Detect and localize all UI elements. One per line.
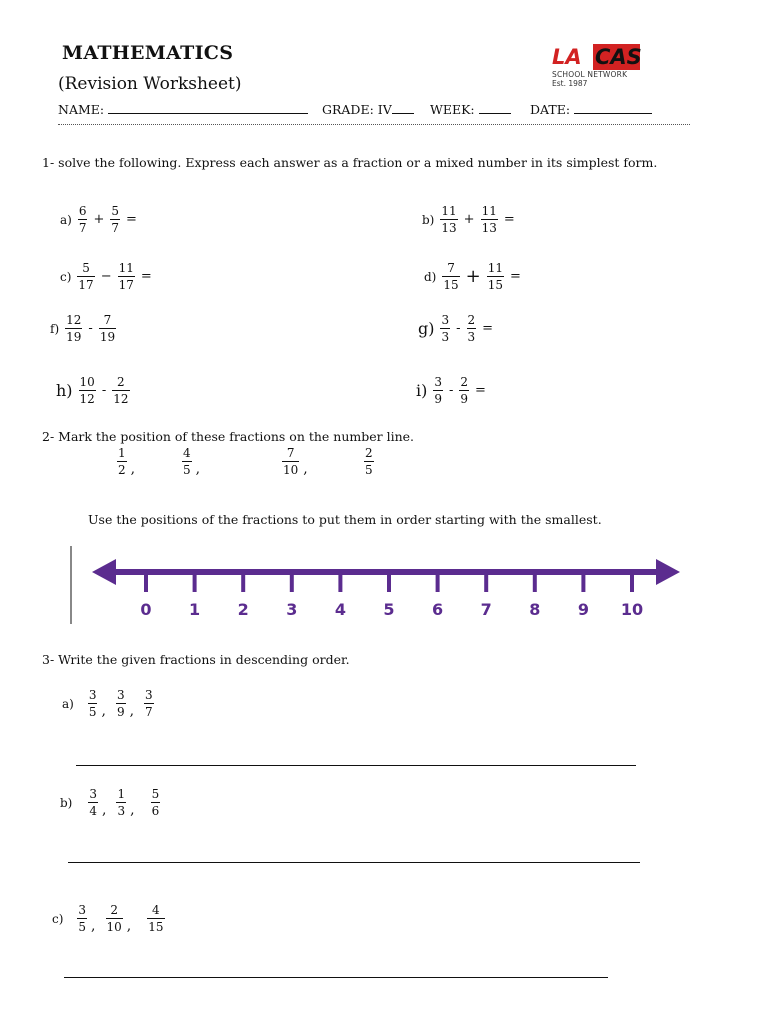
denominator: 9 — [116, 705, 125, 719]
fraction — [118, 261, 135, 292]
fraction — [467, 313, 477, 344]
number-line-tick-label: 8 — [529, 600, 541, 619]
number-line-tick-label: 2 — [237, 600, 249, 619]
q1-item-g — [418, 313, 493, 344]
fraction — [88, 688, 98, 719]
logo-established: Est. 1987 — [552, 79, 588, 88]
numerator: 7 — [103, 313, 112, 327]
q3-set-c — [52, 903, 167, 934]
item-label: c) — [60, 269, 72, 284]
logo-brand-right: CAS — [595, 45, 642, 69]
denominator: 13 — [481, 221, 497, 235]
item-label: g) — [418, 319, 435, 338]
fraction — [99, 313, 116, 344]
q1-item-b — [422, 204, 515, 235]
numerator: 3 — [88, 688, 97, 702]
q1-prompt: 1- solve the following. Express each answer as a fraction or a mixed number in its simplest form. — [42, 155, 658, 170]
comma: , — [102, 802, 107, 818]
numerator: 2 — [365, 446, 373, 460]
denominator: 12 — [113, 392, 129, 406]
denominator: 10 — [283, 463, 299, 477]
denominator: 9 — [460, 392, 469, 406]
denominator: 9 — [434, 392, 442, 406]
grade-label: GRADE: IV — [322, 102, 392, 117]
denominator: 19 — [99, 330, 116, 344]
q1-item-f — [50, 313, 118, 344]
operator: + — [465, 266, 481, 287]
numerator: 3 — [434, 375, 442, 389]
numerator: 3 — [78, 903, 87, 917]
logo-brand-left: LA — [552, 45, 582, 69]
numerator: 1 — [117, 787, 126, 801]
number-line-tick-label: 0 — [140, 600, 152, 619]
equals-sign: = — [510, 269, 521, 284]
denominator: 5 — [183, 463, 191, 477]
item-label: i) — [416, 381, 428, 400]
week-label: WEEK: — [430, 102, 475, 117]
numerator: 2 — [467, 313, 476, 327]
fraction — [364, 446, 374, 477]
school-logo — [550, 44, 642, 88]
fraction — [78, 204, 88, 235]
fraction — [433, 375, 443, 406]
q2-fraction-4 — [362, 446, 376, 477]
number-line-tick-label: 5 — [383, 600, 395, 619]
numerator: 5 — [151, 787, 160, 801]
numerator: 3 — [441, 313, 450, 327]
comma: , — [303, 461, 308, 477]
answer-line-a[interactable] — [76, 765, 636, 766]
denominator: 6 — [151, 804, 160, 818]
equals-sign: = — [126, 212, 137, 227]
grade-blank[interactable] — [392, 101, 414, 114]
equals-sign: = — [475, 383, 486, 398]
numerator: 2 — [460, 375, 469, 389]
q2-fraction-2 — [180, 446, 204, 477]
fraction — [442, 261, 459, 292]
comma: , — [126, 918, 132, 934]
comma: , — [195, 461, 201, 477]
fraction — [151, 787, 161, 818]
q2-prompt: 2- Mark the position of these fractions on the number line. — [42, 429, 415, 444]
fraction — [487, 261, 504, 292]
fraction — [79, 375, 96, 406]
week-blank[interactable] — [479, 101, 511, 114]
fraction — [112, 375, 129, 406]
number-line-tick-label: 6 — [432, 600, 444, 619]
equals-sign: = — [482, 321, 494, 336]
q1-item-c — [60, 261, 152, 292]
numerator: 6 — [78, 204, 87, 218]
q2-instruction: Use the positions of the fractions to put them in order starting with the smallest. — [88, 512, 602, 527]
week-field[interactable] — [430, 101, 511, 117]
fraction — [116, 787, 126, 818]
fraction — [88, 787, 98, 818]
numerator: 2 — [110, 903, 118, 917]
q3-set-a — [62, 688, 156, 719]
numerator: 7 — [447, 261, 455, 275]
fraction — [110, 204, 120, 235]
worksheet-title: MATHEMATICS — [62, 42, 234, 64]
item-label: b) — [60, 795, 73, 810]
numerator: 2 — [117, 375, 125, 389]
q1-item-i — [416, 375, 486, 406]
numerator: 12 — [66, 313, 82, 327]
numerator: 7 — [286, 446, 295, 460]
date-blank[interactable] — [574, 101, 652, 114]
number-line-left-arrow — [92, 559, 116, 585]
comma: , — [91, 918, 96, 934]
denominator: 10 — [106, 920, 122, 934]
denominator: 15 — [443, 278, 459, 292]
operator: - — [101, 383, 107, 398]
numerator: 4 — [152, 903, 160, 917]
item-label: b) — [422, 212, 435, 227]
comma: , — [101, 703, 106, 719]
item-label: d) — [424, 269, 437, 284]
name-field[interactable] — [58, 101, 308, 117]
item-label: f) — [50, 321, 60, 336]
grade-field[interactable] — [322, 101, 414, 117]
denominator: 7 — [111, 221, 120, 235]
name-label: NAME: — [58, 102, 105, 117]
answer-line-b[interactable] — [68, 862, 640, 863]
fraction — [182, 446, 192, 477]
numerator: 4 — [183, 446, 191, 460]
item-label: a) — [62, 696, 74, 711]
denominator: 3 — [467, 330, 476, 344]
number-line-tick-label: 10 — [620, 600, 644, 619]
number-line-tick-label: 1 — [189, 600, 201, 619]
denominator: 13 — [441, 221, 457, 235]
denominator: 5 — [78, 920, 87, 934]
item-label: h) — [56, 381, 73, 400]
denominator: 7 — [78, 221, 87, 235]
date-label: DATE: — [530, 102, 571, 117]
worksheet-subtitle: (Revision Worksheet) — [58, 74, 242, 94]
numerator: 3 — [116, 688, 125, 702]
number-line-tick-label: 7 — [480, 600, 492, 619]
fraction — [77, 261, 94, 292]
q1-item-d — [424, 261, 521, 292]
fraction — [77, 903, 87, 934]
fraction — [65, 313, 82, 344]
numerator: 5 — [82, 261, 90, 275]
denominator: 15 — [487, 278, 504, 292]
q1-item-a — [60, 204, 137, 235]
operator: + — [463, 212, 475, 227]
operator: − — [100, 269, 112, 284]
name-blank[interactable] — [108, 101, 308, 114]
comma: , — [130, 461, 136, 477]
numerator: 5 — [111, 204, 120, 218]
numerator: 11 — [487, 261, 504, 275]
numerator: 11 — [118, 261, 134, 275]
q3-set-b — [60, 787, 162, 818]
answer-line-c[interactable] — [64, 977, 608, 978]
header-divider — [58, 124, 690, 125]
denominator: 12 — [79, 392, 95, 406]
denominator: 2 — [118, 463, 126, 477]
operator: + — [93, 212, 105, 227]
operator: - — [449, 383, 454, 398]
equals-sign: = — [503, 212, 515, 227]
denominator: 3 — [441, 330, 450, 344]
comma: , — [130, 802, 135, 818]
fraction — [282, 446, 299, 477]
fraction — [440, 204, 457, 235]
numerator: 11 — [441, 204, 457, 218]
denominator: 17 — [118, 278, 134, 292]
denominator: 15 — [148, 920, 164, 934]
number-line-tick-label: 9 — [577, 600, 589, 619]
fraction — [117, 446, 127, 477]
equals-sign: = — [140, 269, 152, 284]
denominator: 4 — [89, 804, 98, 818]
fraction — [440, 313, 450, 344]
q2-fraction-1 — [115, 446, 139, 477]
margin-bar — [70, 546, 72, 624]
number-line — [90, 554, 690, 624]
numerator: 11 — [481, 204, 497, 218]
q3-prompt: 3- Write the given fractions in descending order. — [42, 652, 350, 667]
denominator: 5 — [365, 463, 373, 477]
item-label: c) — [52, 911, 64, 926]
fraction — [147, 903, 164, 934]
number-line-right-arrow — [656, 559, 680, 585]
numerator: 1 — [118, 446, 126, 460]
fraction — [106, 903, 123, 934]
fraction — [459, 375, 469, 406]
number-line-tick-label: 4 — [334, 600, 346, 619]
numerator: 3 — [89, 787, 98, 801]
denominator: 3 — [117, 804, 126, 818]
fraction — [144, 688, 154, 719]
denominator: 19 — [66, 330, 82, 344]
numerator: 3 — [145, 688, 153, 702]
item-label: a) — [60, 212, 72, 227]
denominator: 7 — [145, 705, 153, 719]
fraction — [481, 204, 498, 235]
operator: - — [456, 321, 461, 336]
logo-tagline: SCHOOL NETWORK — [552, 70, 628, 79]
q2-fraction-3 — [280, 446, 312, 477]
denominator: 17 — [78, 278, 94, 292]
comma: , — [129, 703, 135, 719]
operator: - — [88, 321, 93, 336]
fraction — [116, 688, 126, 719]
numerator: 10 — [79, 375, 95, 389]
date-field[interactable] — [530, 101, 652, 117]
number-line-tick-label: 3 — [286, 600, 298, 619]
denominator: 5 — [88, 705, 97, 719]
q1-item-h — [56, 375, 132, 406]
